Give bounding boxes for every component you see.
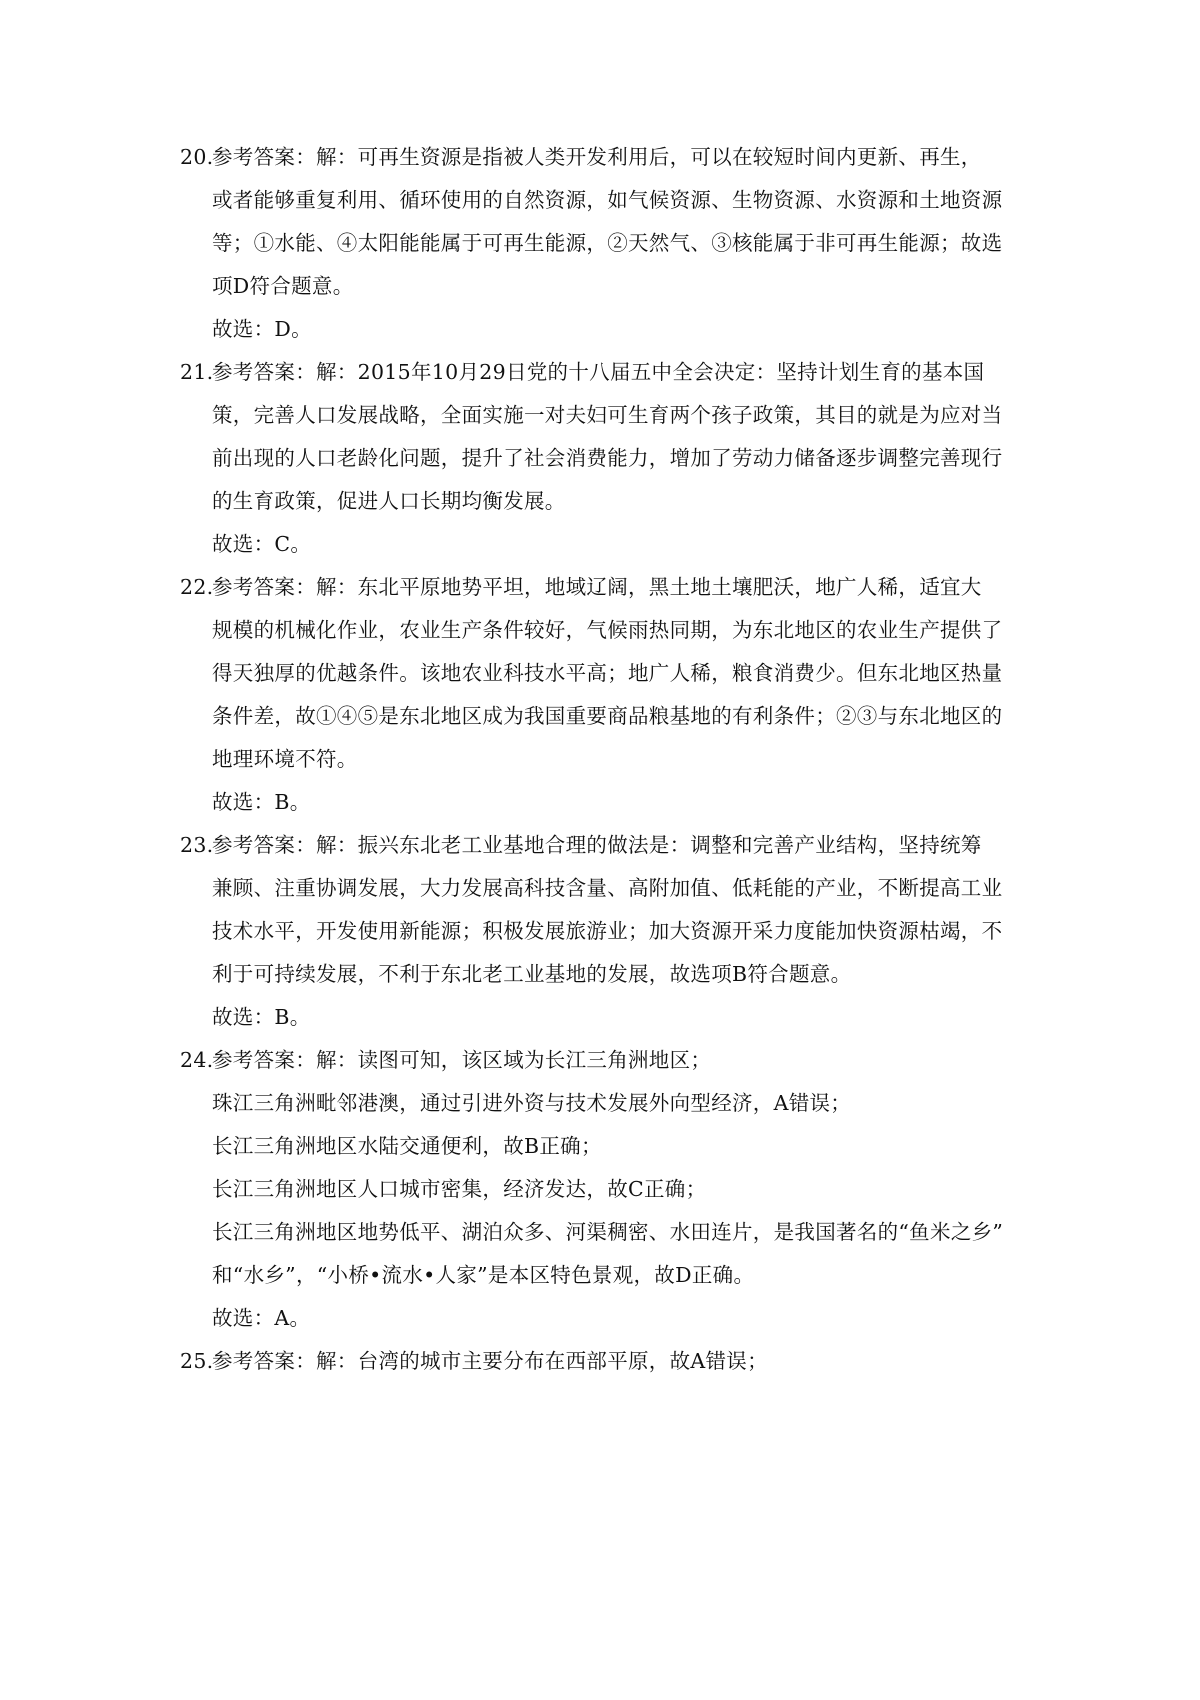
- answer-24-line-6: 和“水乡”，“小桥•流水•人家”是本区特色景观，故D正确。: [212, 1263, 755, 1287]
- answer-21-line-4: 的生育政策，促进人口长期均衡发展。: [212, 489, 566, 513]
- answer-22-line-3: 得天独厚的优越条件。该地农业科技水平高；地广人稀，粮食消费少。但东北地区热量: [212, 661, 1003, 685]
- answer-24-line-5: 长江三角洲地区地势低平、湖泊众多、河渠稠密、水田连片，是我国著名的“鱼米之乡”: [212, 1220, 1004, 1244]
- answer-21-choice: 故选：C。: [212, 532, 312, 556]
- answer-20-number: 20.: [180, 145, 214, 169]
- answer-23-line-2: 兼顾、注重协调发展，大力发展高科技含量、高附加值、低耗能的产业，不断提高工业: [212, 876, 1003, 900]
- answer-24-line-2: 珠江三角洲毗邻港澳，通过引进外资与技术发展外向型经济，A错误；: [212, 1091, 852, 1115]
- answer-21-number: 21.: [180, 360, 214, 384]
- answer-23-number: 23.: [180, 833, 214, 857]
- answer-20-line-3: 等；①水能、④太阳能能属于可再生能源，②天然气、③核能属于非可再生能源；故选: [212, 231, 1003, 255]
- answer-23-line-4: 利于可持续发展，不利于东北老工业基地的发展，故选项B符合题意。: [212, 962, 852, 986]
- answer-22-line-4: 条件差，故①④⑤是东北地区成为我国重要商品粮基地的有利条件；②③与东北地区的: [212, 704, 1003, 728]
- answer-22-line-2: 规模的机械化作业，农业生产条件较好，气候雨热同期，为东北地区的农业生产提供了: [212, 618, 1003, 642]
- answer-24-number: 24.: [180, 1048, 214, 1072]
- answer-20-line-1: 参考答案：解：可再生资源是指被人类开发利用后，可以在较短时间内更新、再生，: [212, 145, 982, 169]
- answer-24-line-3: 长江三角洲地区水陆交通便利，故B正确；: [212, 1134, 602, 1158]
- answer-20-choice: 故选：D。: [212, 317, 312, 341]
- answer-21-line-3: 前出现的人口老龄化问题，提升了社会消费能力，增加了劳动力储备逐步调整完善现行: [212, 446, 1003, 470]
- answer-24-line-4: 长江三角洲地区人口城市密集，经济发达，故C正确；: [212, 1177, 707, 1201]
- answer-24-choice: 故选：A。: [212, 1306, 311, 1330]
- answer-20-line-4: 项D符合题意。: [212, 274, 354, 298]
- answer-25-line-1: 参考答案：解：台湾的城市主要分布在西部平原，故A错误；: [212, 1349, 768, 1373]
- answer-20-line-2: 或者能够重复利用、循环使用的自然资源，如气候资源、生物资源、水资源和土地资源: [212, 188, 1003, 212]
- answer-23-choice: 故选：B。: [212, 1005, 311, 1029]
- answer-23-line-1: 参考答案：解：振兴东北老工业基地合理的做法是：调整和完善产业结构，坚持统筹: [212, 833, 982, 857]
- answer-21-line-1: 参考答案：解：2015年10月29日党的十八届五中全会决定：坚持计划生育的基本国: [212, 360, 985, 384]
- answer-22-number: 22.: [180, 575, 214, 599]
- answer-22-choice: 故选：B。: [212, 790, 311, 814]
- answer-24-line-1: 参考答案：解：读图可知，该区域为长江三角洲地区；: [212, 1048, 712, 1072]
- answer-22-line-5: 地理环境不符。: [212, 747, 358, 771]
- answer-21-line-2: 策，完善人口发展战略，全面实施一对夫妇可生育两个孩子政策，其目的就是为应对当: [212, 403, 1003, 427]
- answer-23-line-3: 技术水平，开发使用新能源；积极发展旅游业；加大资源开采力度能加快资源枯竭，不: [212, 919, 1003, 943]
- answer-25-number: 25.: [180, 1349, 214, 1373]
- answer-22-line-1: 参考答案：解：东北平原地势平坦，地域辽阔，黑土地土壤肥沃，地广人稀，适宜大: [212, 575, 982, 599]
